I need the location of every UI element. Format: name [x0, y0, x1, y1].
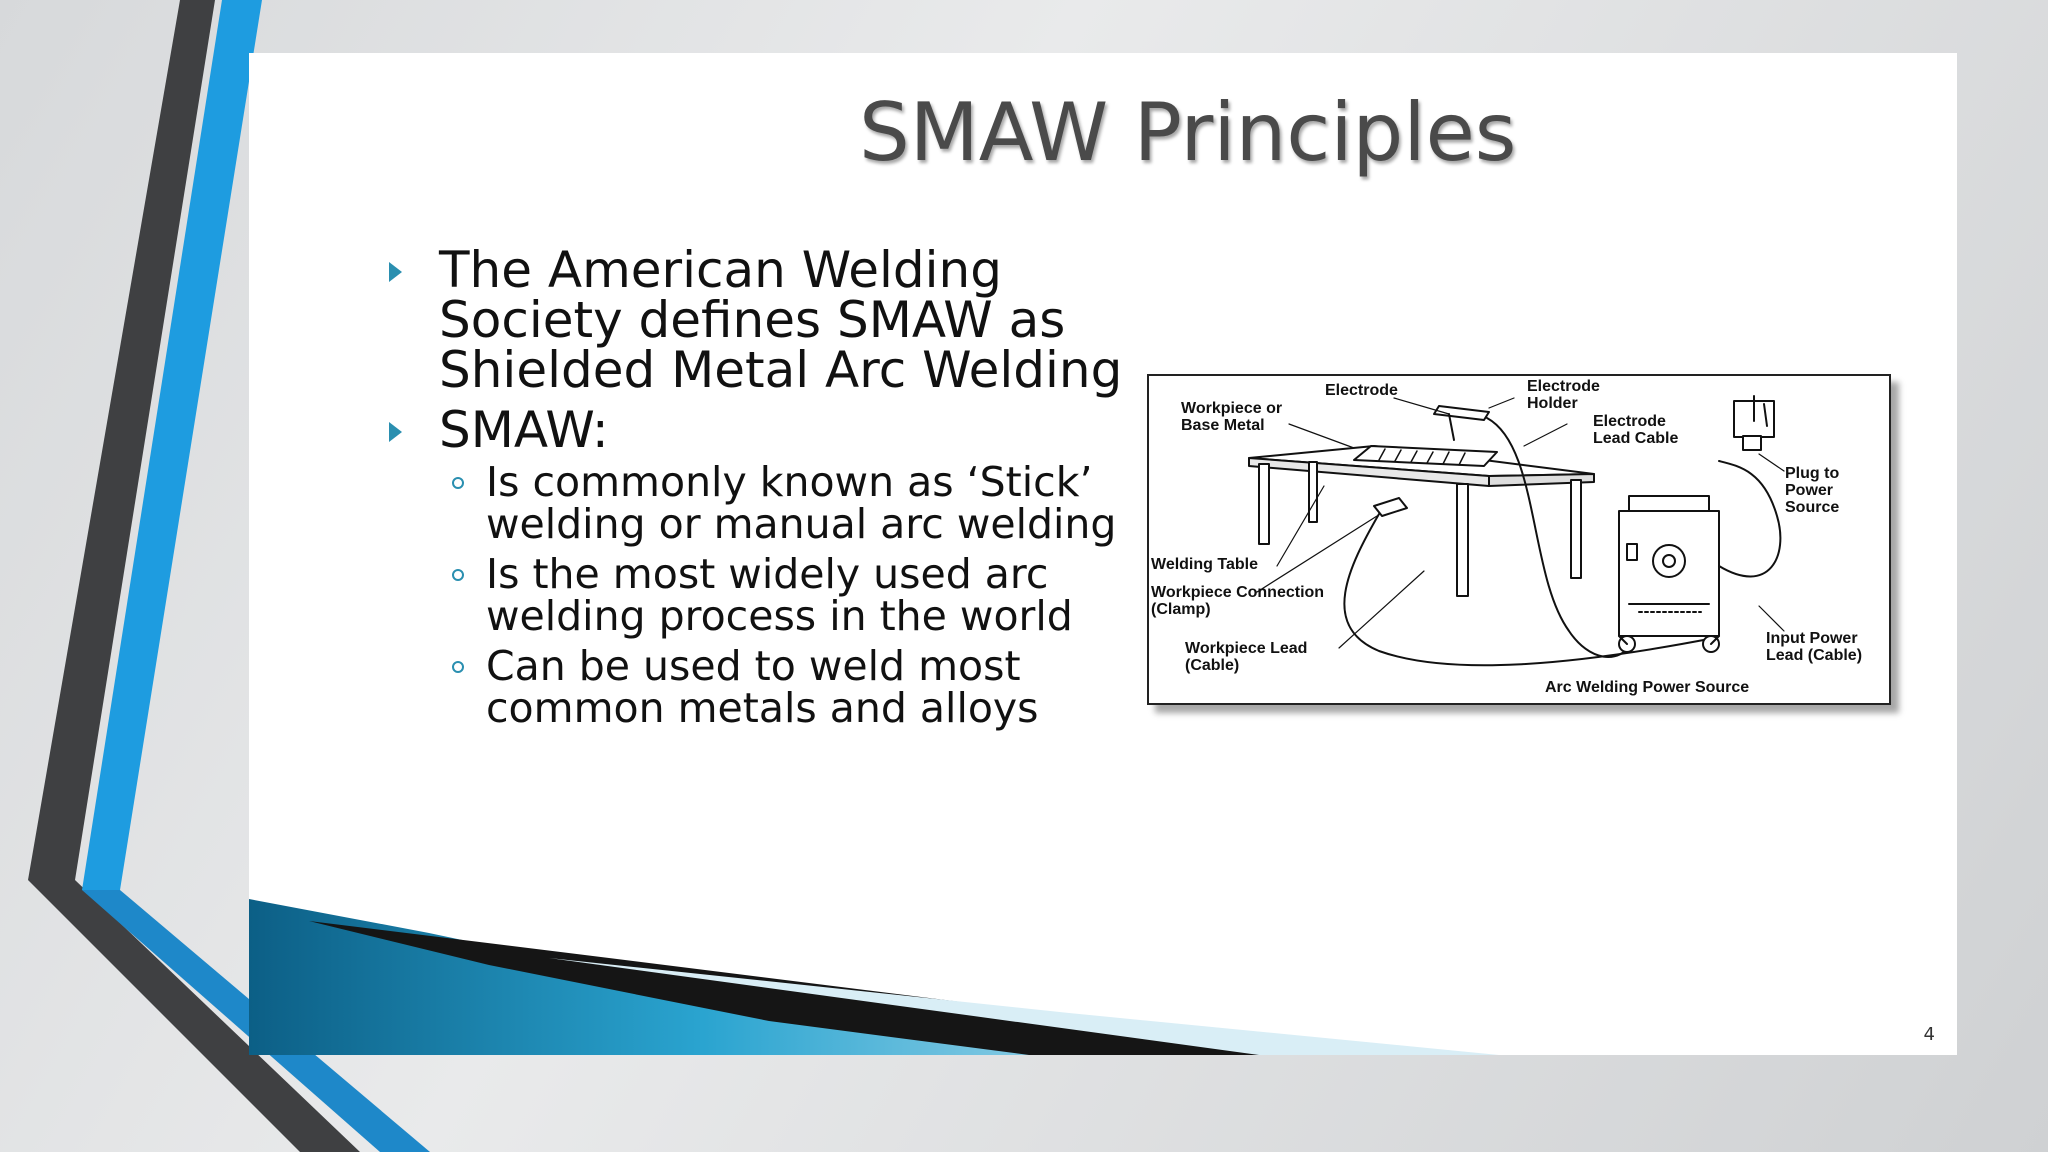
slide-title: SMAW Principles [859, 86, 1517, 179]
label-electrode-holder: Electrode Holder [1527, 378, 1600, 412]
bullet-item [389, 241, 1139, 399]
sub-bullet-circle-icon [452, 661, 464, 673]
label-welding-table: Welding Table [1151, 556, 1258, 573]
label-electrode: Electrode [1325, 382, 1398, 399]
sub-bullet-circle-icon [452, 477, 464, 489]
label-workpiece-connection: Workpiece Connection (Clamp) [1151, 584, 1325, 618]
sub-bullet-circle-icon [452, 569, 464, 581]
sub-bullet-list [389, 458, 1139, 732]
label-electrode-lead-cable: Electrode Lead Cable [1593, 413, 1679, 447]
slide [249, 53, 1957, 1055]
bullet-arrow-icon [389, 422, 402, 442]
sub-bullet-text: Is commonly known as ‘Stick’ welding or manual arc welding [486, 458, 1117, 548]
bullet-text: SMAW: [439, 401, 609, 459]
electrode-holder-drawing [1434, 406, 1489, 420]
bullet-text: The American Welding Society defines SMAW as Shielded Metal Arc Welding [439, 241, 1123, 399]
label-workpiece-lead: Workpiece Lead (Cable) [1185, 640, 1308, 674]
label-power-source: Arc Welding Power Source [1545, 679, 1750, 696]
bullet-arrow-icon [389, 262, 402, 282]
smaw-setup-diagram [1147, 374, 1891, 705]
sub-bullet-text: Is the most widely used arc welding process in the world [486, 550, 1073, 640]
label-input-power-lead: Input Power Lead (Cable) [1766, 630, 1863, 664]
page-number: 4 [1923, 1024, 1935, 1045]
sub-bullet-item [389, 642, 1139, 732]
bullet-list [389, 241, 1139, 737]
sub-bullet-item [389, 550, 1139, 640]
label-workpiece-base-metal: Workpiece or Base Metal [1181, 400, 1283, 434]
bullet-item [389, 401, 1139, 459]
label-plug-to-power-source: Plug to Power Source [1785, 465, 1840, 516]
sub-bullet-item [389, 458, 1139, 548]
sub-bullet-text: Can be used to weld most common metals and alloys [486, 642, 1039, 732]
